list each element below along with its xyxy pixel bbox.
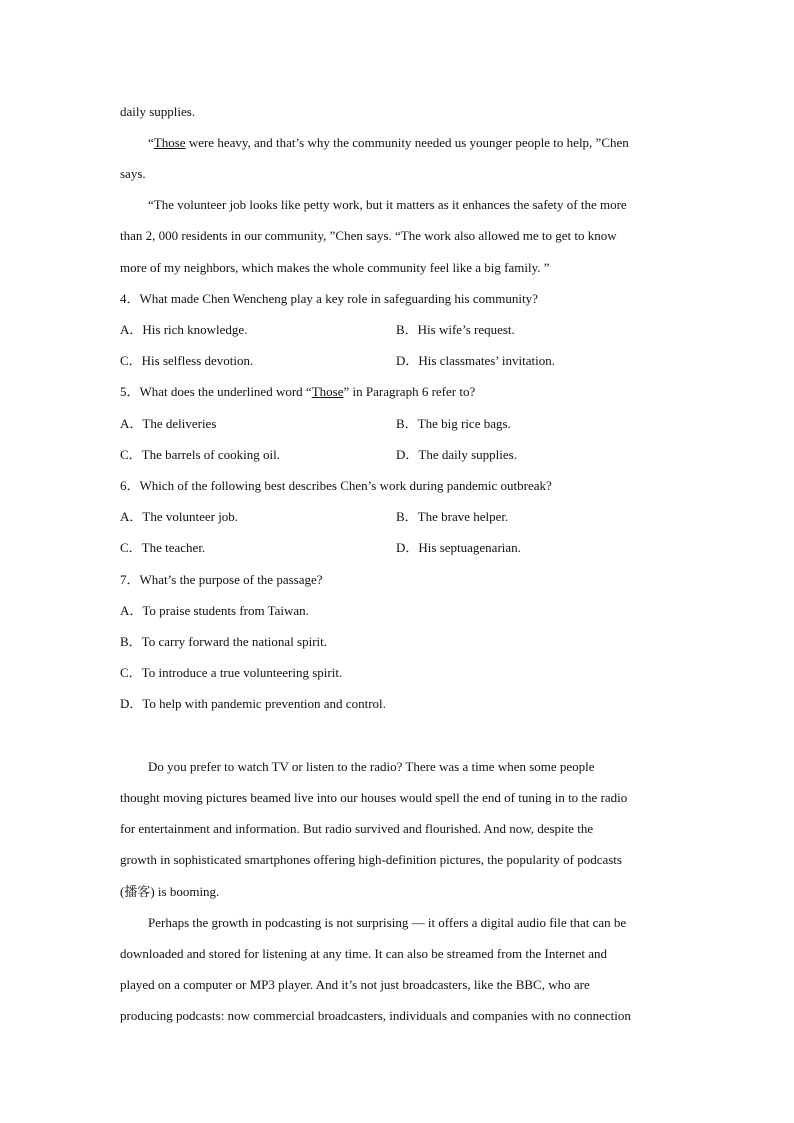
option-5b: B．The big rice bags. bbox=[396, 416, 511, 431]
option-6a: A．The volunteer job. bbox=[120, 509, 239, 524]
option-7b: B．To carry forward the national spirit. bbox=[120, 634, 328, 649]
passage1-line: “The volunteer job looks like petty work, but it matters as it enhances the safety of the more bbox=[148, 197, 627, 212]
question-stem-5-after: ” in Paragraph 6 refer to? bbox=[343, 384, 476, 399]
option-5a: A．The deliveries bbox=[120, 416, 217, 431]
passage1-text: were heavy, and that’s why the community needed us younger people to help, ”Chen bbox=[185, 135, 629, 150]
option-5c: C．The barrels of cooking oil. bbox=[120, 447, 280, 462]
passage2-line: thought moving pictures beamed live into our houses would spell the end of tuning in to the radio bbox=[120, 790, 628, 805]
option-7d: D．To help with pandemic prevention and control. bbox=[120, 696, 386, 711]
passage2-line: (播客) is booming. bbox=[120, 884, 220, 899]
option-4c: C．His selfless devotion. bbox=[120, 353, 254, 368]
option-7c: C．To introduce a true volunteering spirit. bbox=[120, 665, 343, 680]
option-4d: D．His classmates’ invitation. bbox=[396, 353, 555, 368]
question-stem-5 bbox=[120, 384, 475, 400]
passage1-line: than 2, 000 residents in our community, ”Chen says. “The work also allowed me to get to know bbox=[120, 228, 617, 243]
passage2-line: for entertainment and information. But radio survived and flourished. And now, despite the bbox=[120, 821, 594, 836]
passage2-line: downloaded and stored for listening at any time. It can also be streamed from the Internet and bbox=[120, 946, 607, 961]
passage2-line: Perhaps the growth in podcasting is not surprising — it offers a digital audio file that can be bbox=[148, 915, 627, 930]
option-4b: B．His wife’s request. bbox=[396, 322, 515, 337]
question-stem-7: 7．What’s the purpose of the passage? bbox=[120, 572, 323, 587]
option-6c: C．The teacher. bbox=[120, 540, 206, 555]
passage2-line: producing podcasts: now commercial broadcasters, individuals and companies with no connection bbox=[120, 1008, 631, 1023]
question-stem-4: 4．What made Chen Wencheng play a key role in safeguarding his community? bbox=[120, 291, 538, 306]
passage2-line: played on a computer or MP3 player. And it’s not just broadcasters, like the BBC, who are bbox=[120, 977, 590, 992]
question-stem-6: 6．Which of the following best describes Chen’s work during pandemic outbreak? bbox=[120, 478, 552, 493]
passage1-line: daily supplies. bbox=[120, 104, 196, 119]
underlined-word-those: Those bbox=[153, 135, 186, 150]
quote-mark: “ bbox=[148, 135, 154, 150]
passage1-line: says. bbox=[120, 166, 146, 181]
passage1-paragraph-those bbox=[148, 135, 629, 151]
underlined-word-those: Those bbox=[311, 384, 344, 399]
passage1-line: more of my neighbors, which makes the whole community feel like a big family. ” bbox=[120, 260, 550, 275]
passage2-line: growth in sophisticated smartphones offering high-definition pictures, the popularity of podcasts bbox=[120, 852, 622, 867]
option-4a: A．His rich knowledge. bbox=[120, 322, 248, 337]
question-stem-5-before: 5．What does the underlined word “ bbox=[120, 384, 312, 399]
option-6b: B．The brave helper. bbox=[396, 509, 509, 524]
passage2-line: Do you prefer to watch TV or listen to the radio? There was a time when some people bbox=[148, 759, 595, 774]
option-5d: D．The daily supplies. bbox=[396, 447, 517, 462]
option-6d: D．His septuagenarian. bbox=[396, 540, 521, 555]
option-7a: A．To praise students from Taiwan. bbox=[120, 603, 309, 618]
